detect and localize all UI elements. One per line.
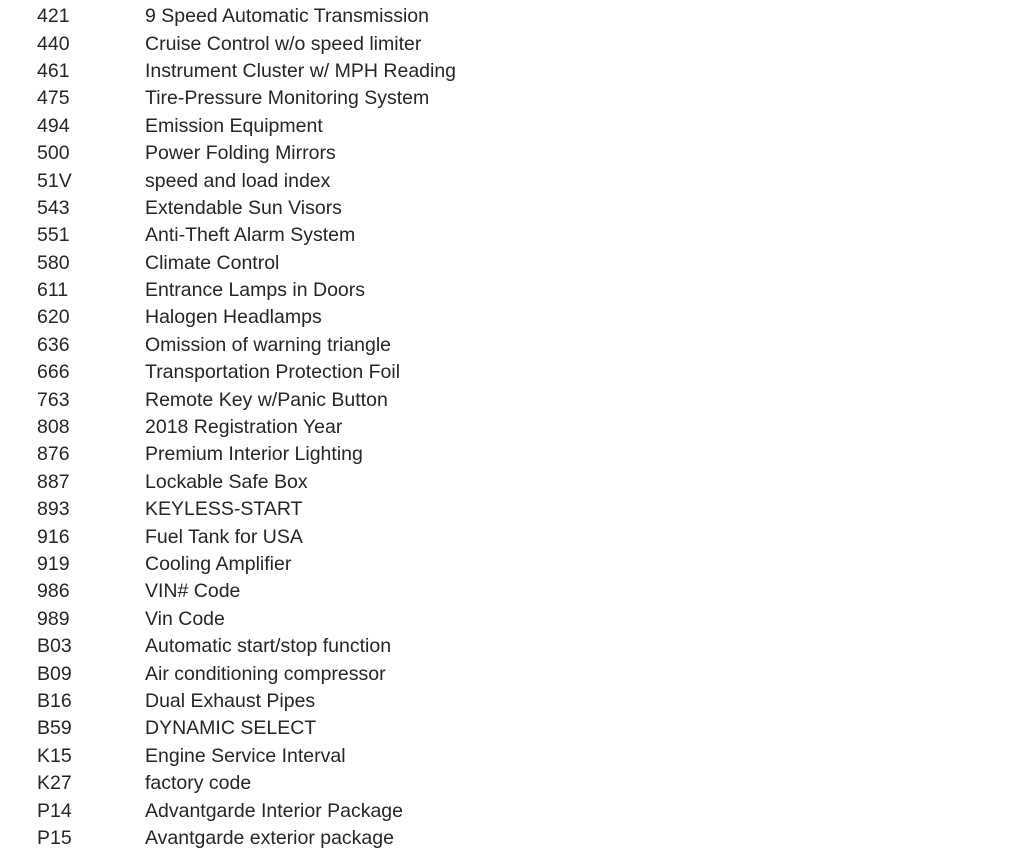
option-description: Remote Key w/Panic Button xyxy=(145,388,388,411)
option-description: DYNAMIC SELECT xyxy=(145,717,317,740)
option-code: B03 xyxy=(37,635,72,658)
option-description: Cruise Control w/o speed limiter xyxy=(145,32,422,55)
option-code: 440 xyxy=(37,32,70,55)
option-row xyxy=(0,441,1024,468)
option-description: Entrance Lamps in Doors xyxy=(145,279,366,302)
option-row xyxy=(0,578,1024,605)
option-row xyxy=(0,743,1024,770)
option-row xyxy=(0,85,1024,112)
option-description: VIN# Code xyxy=(145,580,241,603)
option-row xyxy=(0,386,1024,413)
option-row xyxy=(0,113,1024,140)
option-description: Emission Equipment xyxy=(145,114,323,137)
option-code: 500 xyxy=(37,142,70,165)
option-description: Engine Service Interval xyxy=(145,744,346,767)
option-code: 636 xyxy=(37,333,70,356)
option-row xyxy=(0,414,1024,441)
option-description: Anti-Theft Alarm System xyxy=(145,224,356,247)
option-row xyxy=(0,140,1024,167)
option-code: 421 xyxy=(37,5,70,28)
option-code: P14 xyxy=(37,799,72,822)
option-code: B09 xyxy=(37,662,72,685)
option-row xyxy=(0,551,1024,578)
option-row xyxy=(0,277,1024,304)
option-description: Extendable Sun Visors xyxy=(145,196,342,219)
option-row xyxy=(0,58,1024,85)
option-row xyxy=(0,825,1024,852)
option-code: 989 xyxy=(37,607,70,630)
option-row xyxy=(0,715,1024,742)
option-row xyxy=(0,30,1024,57)
option-code: K15 xyxy=(37,744,72,767)
option-row xyxy=(0,770,1024,797)
option-code: 876 xyxy=(37,443,70,466)
option-code: 543 xyxy=(37,196,70,219)
option-code: B59 xyxy=(37,717,72,740)
option-row xyxy=(0,606,1024,633)
option-row xyxy=(0,660,1024,687)
option-description: Advantgarde Interior Package xyxy=(145,799,403,822)
option-description: Air conditioning compressor xyxy=(145,662,386,685)
option-code: 887 xyxy=(37,470,70,493)
option-row xyxy=(0,250,1024,277)
option-description: Transportation Protection Foil xyxy=(145,361,401,384)
option-description: factory code xyxy=(145,772,252,795)
option-description: Automatic start/stop function xyxy=(145,635,392,658)
option-code: 666 xyxy=(37,361,70,384)
option-code: 986 xyxy=(37,580,70,603)
option-row xyxy=(0,3,1024,30)
option-description: Omission of warning triangle xyxy=(145,333,392,356)
option-row xyxy=(0,633,1024,660)
option-description: Climate Control xyxy=(145,251,280,274)
option-code: 580 xyxy=(37,251,70,274)
option-code-list xyxy=(0,3,1024,852)
option-code: 808 xyxy=(37,416,70,439)
option-row xyxy=(0,523,1024,550)
option-row xyxy=(0,167,1024,194)
option-description: KEYLESS-START xyxy=(145,498,303,521)
option-code: 893 xyxy=(37,498,70,521)
option-code: 475 xyxy=(37,87,70,110)
option-description: Instrument Cluster w/ MPH Reading xyxy=(145,59,457,82)
option-description: Cooling Amplifier xyxy=(145,553,292,575)
option-row xyxy=(0,195,1024,222)
option-code: 551 xyxy=(37,224,70,247)
option-code: 494 xyxy=(37,114,70,137)
option-code: K27 xyxy=(37,772,72,795)
option-code: 620 xyxy=(37,306,70,329)
option-description: Lockable Safe Box xyxy=(145,470,308,493)
option-code: 916 xyxy=(37,525,70,548)
option-row xyxy=(0,469,1024,496)
option-description: 9 Speed Automatic Transmission xyxy=(145,5,429,28)
option-code: B16 xyxy=(37,689,72,712)
option-description: 2018 Registration Year xyxy=(145,416,343,439)
option-row xyxy=(0,304,1024,331)
option-description: Halogen Headlamps xyxy=(145,306,322,329)
option-row xyxy=(0,359,1024,386)
option-description: Avantgarde exterior package xyxy=(145,826,394,849)
option-description: Power Folding Mirrors xyxy=(145,142,336,165)
option-description: Dual Exhaust Pipes xyxy=(145,689,316,712)
option-description: Vin Code xyxy=(145,607,225,630)
option-code: 611 xyxy=(37,279,69,302)
option-description: Fuel Tank for USA xyxy=(145,525,303,548)
option-row xyxy=(0,688,1024,715)
option-row xyxy=(0,496,1024,523)
option-description: Premium Interior Lighting xyxy=(145,443,363,466)
option-code: 919 xyxy=(37,553,70,575)
option-code: 461 xyxy=(37,59,70,82)
option-code: 51V xyxy=(37,169,72,192)
option-row xyxy=(0,222,1024,249)
option-description: Tire-Pressure Monitoring System xyxy=(145,87,430,110)
option-code: 763 xyxy=(37,388,70,411)
option-row xyxy=(0,797,1024,824)
option-description: speed and load index xyxy=(145,169,331,192)
option-row xyxy=(0,332,1024,359)
option-code: P15 xyxy=(37,826,72,849)
